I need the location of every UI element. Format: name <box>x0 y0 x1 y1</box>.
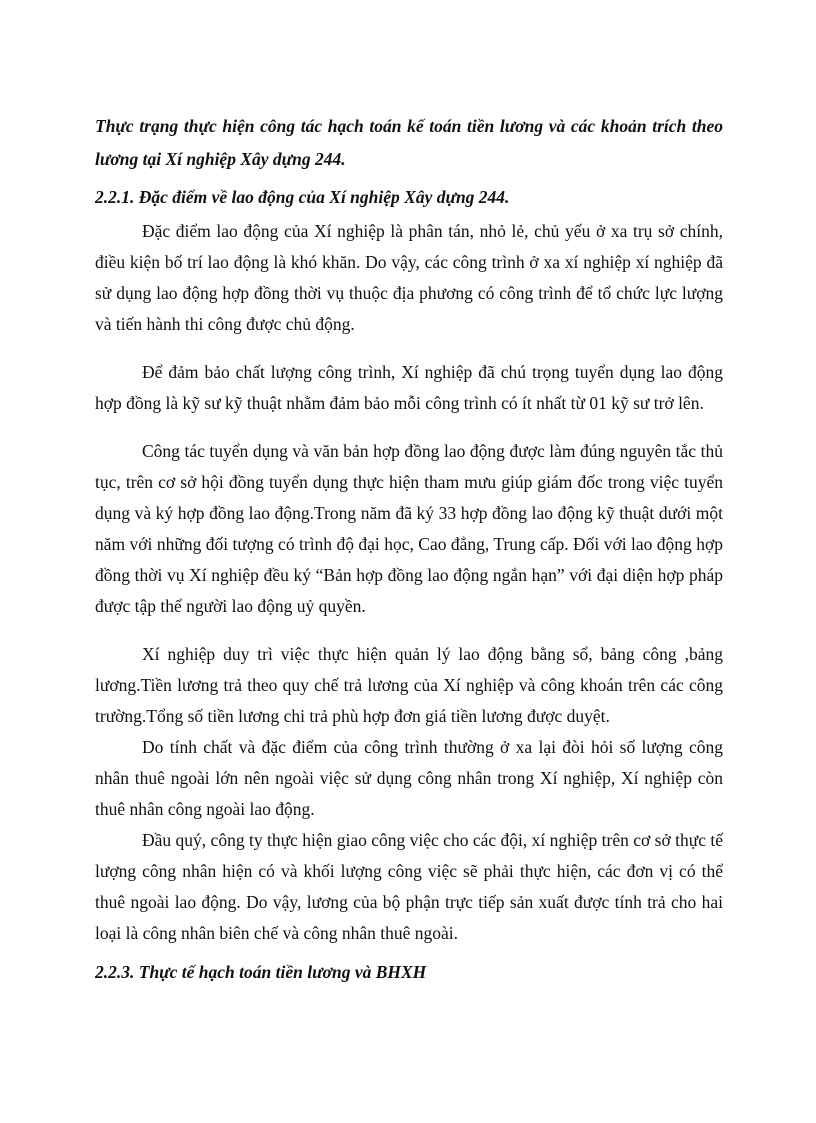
paragraph-engineer-recruitment: Để đảm bảo chất lượng công trình, Xí nghiệp đã chú trọng tuyển dụng lao động hợp đồng là kỹ sư kỹ thuật nhằm đảm bảo mỗi công trình có ít nhất từ 01 kỹ sư trở lên. <box>95 362 723 413</box>
document-title: Thực trạng thực hiện công tác hạch toán kế toán tiền lương và các khoản trích theo lương tại Xí nghiệp Xây dựng 244. <box>95 116 723 169</box>
paragraph-recruitment-contracts: Công tác tuyển dụng và văn bản hợp đồng lao động được làm đúng nguyên tắc thủ tục, trên cơ sở hội đồng tuyển dụng thực hiện tham mưu giúp giám đốc trong việc tuyển dụng và ký hợp đồng lao động.Trong năm đã ký 33 hợp đồng lao động kỹ thuật dưới một năm với những đối tượng có trình độ đại học, Cao đẳng, Trung cấp. Đối với lao động hợp đồng thời vụ Xí nghiệp đều ký “Bản hợp đồng lao động ngắn hạn” với đại diện hợp pháp được tập thể người lao động uỷ quyền. <box>95 441 723 616</box>
section-heading-2-2-1: 2.2.1. Đặc điểm về lao động của Xí nghiệp Xây dựng 244. <box>95 187 510 207</box>
document-body <box>95 110 723 991</box>
paragraph-labor-characteristics: Đặc điểm lao động của Xí nghiệp là phân tán, nhỏ lẻ, chủ yếu ở xa trụ sở chính, điều kiện bố trí lao động là khó khăn. Do vậy, các công trình ở xa xí nghiệp xí nghiệp đã sử dụng lao động hợp đồng thời vụ thuộc địa phương có công trình để tổ chức lực lượng và tiến hành thi công được chủ động. <box>95 221 723 334</box>
paragraph-outsourced-workers: Do tính chất và đặc điểm của công trình thường ở xa lại đòi hỏi số lượng công nhân thuê ngoài lớn nên ngoài việc sử dụng công nhân trong Xí nghiệp, Xí nghiệp còn thuê nhân công ngoài lao động. <box>95 737 723 819</box>
paragraph-quarterly-assignment: Đầu quý, công ty thực hiện giao công việc cho các đội, xí nghiệp trên cơ sở thực tế lượng công nhân hiện có và khối lượng công việc sẽ phải thực hiện, các đơn vị có thể thuê ngoài lao động. Do vậy, lương của bộ phận trực tiếp sản xuất được tính trả cho hai loại là công nhân biên chế và công nhân thuê ngoài. <box>95 830 723 943</box>
section-heading-2-2-3: 2.2.3. Thực tế hạch toán tiền lương và BHXH <box>95 962 427 982</box>
paragraph-labor-management: Xí nghiệp duy trì việc thực hiện quản lý lao động bằng sổ, bảng công ,bảng lương.Tiền lương trả theo quy chế trả lương của Xí nghiệp và công khoán trên các công trường.Tổng số tiền lương chi trả phù hợp đơn giá tiền lương được duyệt. <box>95 644 723 726</box>
